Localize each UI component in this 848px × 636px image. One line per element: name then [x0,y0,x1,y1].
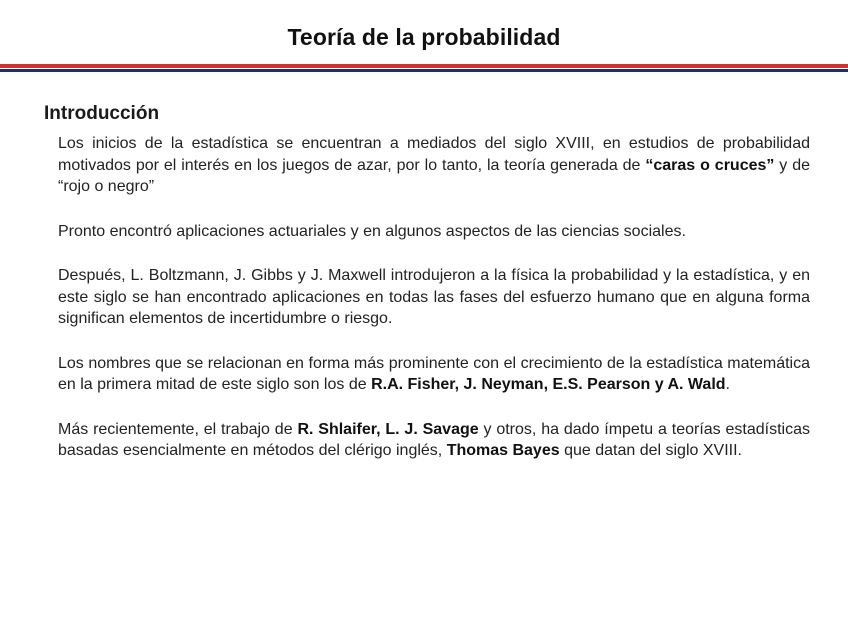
text-run: Más recientemente, el trabajo de [58,420,298,438]
text-run: Los inicios de la estadística se encuentran a mediados del siglo XVIII, en estudios de probabilidad motivados por el interés en los juegos de azar, por lo tanto, la teoría generada de [58,135,810,174]
text-run: Pronto encontró aplicaciones actuariales y en algunos aspectos de las ciencias sociales. [58,222,686,240]
text-run: y de “rojo o negro” [58,156,811,195]
paragraph-3 [58,265,810,330]
paragraph-2 [58,221,810,243]
header-rule-red [0,64,848,68]
bold-run: R. Shlaifer, L. J. Savage [297,420,479,438]
bold-run: R.A. Fisher, J. Neyman, E.S. Pearson y A. Wald [371,376,726,393]
paragraph-4 [58,353,810,396]
text-run: Los nombres que se relacionan en forma más prominente con el crecimiento de la estadística matemática en la primera mitad de este siglo son los de [58,354,810,393]
text-run: que datan del siglo XVIII. [559,442,742,459]
text-run: . [725,376,730,393]
section-body [58,133,810,485]
bold-run: Thomas Bayes [446,442,560,459]
header-rule-blue [0,69,848,72]
text-run: Después, L. Boltzmann, J. Gibbs y J. Maxwell introdujeron a la física la probabilidad y la estadística, y en este siglo se han encontrado aplicaciones en todas las fases del esfuerzo humano que en alguna forma significan elementos de incertidumbre o riesgo. [58,267,810,327]
section-heading: Introducción [44,103,160,124]
bold-run: “caras o cruces” [645,156,775,174]
paragraph-1 [58,133,810,198]
paragraph-5 [58,419,810,462]
text-run: y otros, ha dado ímpetu a teorías estadísticas basadas esencialmente en métodos del clérigo inglés, [58,420,810,459]
page-title: Teoría de la probabilidad [287,24,561,50]
